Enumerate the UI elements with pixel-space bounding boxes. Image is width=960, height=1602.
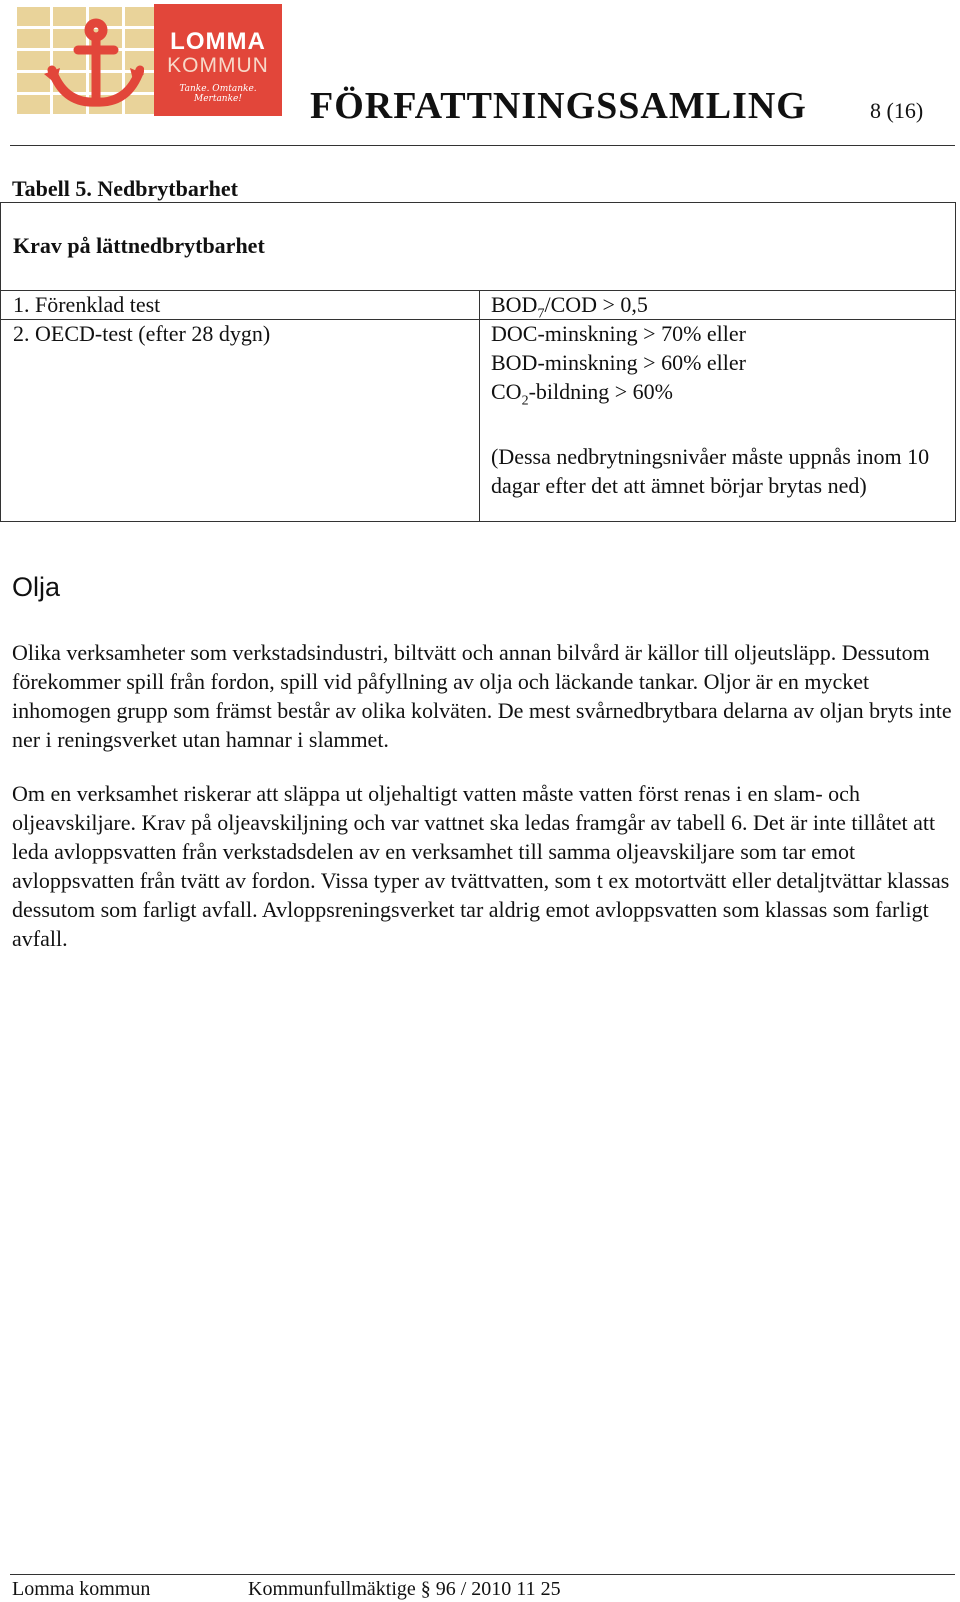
requirement-line: $CO_2$-bildning > 60% bbox=[491, 379, 673, 409]
table-caption: Tabell 5. Nedbrytbarhet bbox=[12, 176, 238, 201]
header-divider bbox=[10, 145, 955, 146]
page-number: 8 (16) bbox=[870, 98, 924, 123]
requirement-note: (Dessa nedbrytningsnivåer måste uppnås inom 10 dagar efter det att ämnet börjar brytas ned) bbox=[491, 444, 930, 499]
logo-slogan: Tanke. Omtanke. Mertanke! bbox=[179, 84, 257, 104]
logo-text-lomma: LOMMA bbox=[170, 28, 266, 55]
footer-divider bbox=[10, 1574, 955, 1575]
footer-left: Lomma kommun bbox=[12, 1578, 151, 1600]
section-heading: Olja bbox=[12, 572, 61, 602]
table-row1-value: $BOD_7$/COD > 0,5 bbox=[491, 292, 648, 322]
lomma-kommun-logo bbox=[14, 4, 282, 116]
requirement-line: DOC-minskning > 70% eller bbox=[491, 321, 746, 346]
table-row2-label: 2. OECD-test (efter 28 dygn) bbox=[13, 321, 271, 346]
table-header: Krav på lättnedbrytbarhet bbox=[13, 233, 265, 258]
document-title: FÖRFATTNINGSSAMLING bbox=[310, 85, 807, 127]
logo-text-kommun: KOMMUN bbox=[167, 54, 269, 77]
table-column-divider bbox=[479, 290, 480, 521]
body-paragraph: Olika verksamheter som verkstadsindustri, biltvätt och annan bilvård är källor till oljeutsläpp. Dessutom förekommer spill från fordon, spill vid påfyllning av olja och läckande tankar. Oljor är en mycket inhomogen grupp som främst består av olika kolväten. De mest svårnedbrytbara delarna av oljan bryts inte ner i reningsverket utan hamnar i slammet. bbox=[12, 640, 952, 752]
body-paragraph: Om en verksamhet riskerar att släppa ut oljehaltigt vatten måste vatten först renas i en slam- och oljeavskiljare. Krav på oljeavskiljning och var vattnet ska ledas framgår av tabell 6. Det är inte tillåtet att leda avloppsvatten från verkstadsdelen av en verksamhet till samma oljeavskiljare som tar emot avloppsvatten från tvätt av fordon. Vissa typer av tvättvatten, som t ex motortvätt eller detaljtvättar klassas dessutom som farligt avfall. Avloppsreningsverket tar aldrig emot avloppsvatten som klassas som farligt avfall. bbox=[12, 781, 950, 951]
degradability-table bbox=[0, 202, 956, 522]
footer-right: Kommunfullmäktige § 96 / 2010 11 25 bbox=[248, 1578, 561, 1600]
table-row2-value bbox=[491, 319, 931, 500]
anchor-icon bbox=[34, 18, 144, 112]
requirement-line: BOD-minskning > 60% eller bbox=[491, 350, 746, 375]
table-row1-label: 1. Förenklad test bbox=[13, 292, 161, 317]
